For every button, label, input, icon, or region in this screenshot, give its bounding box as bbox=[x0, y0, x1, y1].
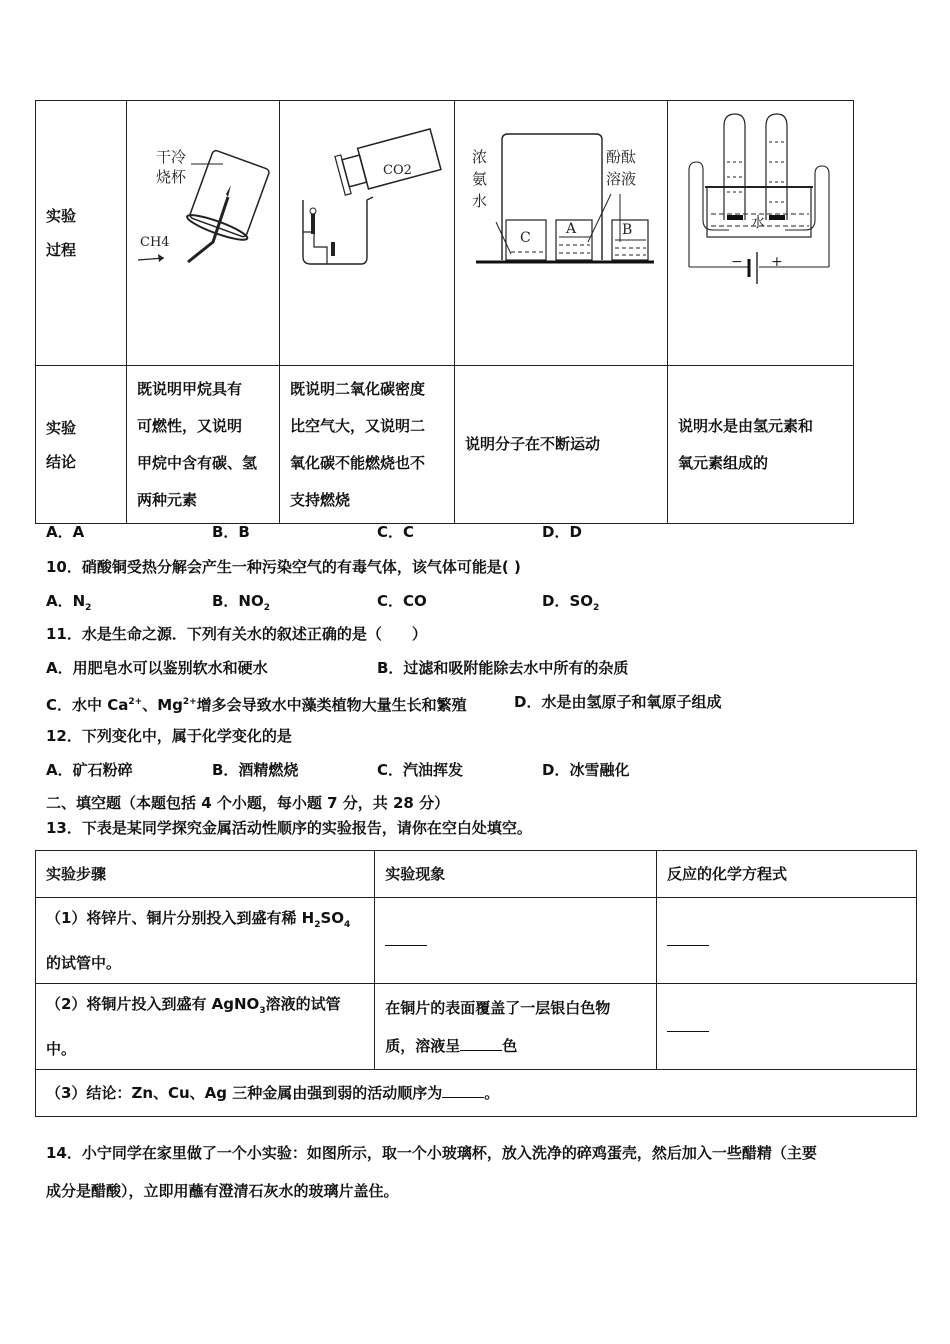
step-text: SO bbox=[320, 909, 345, 927]
phenomenon-text: 在铜片的表面覆盖了一层银白色物 bbox=[385, 998, 611, 1017]
subscript: 2 bbox=[314, 920, 321, 930]
conclusion-line: 支持燃烧 bbox=[290, 490, 351, 509]
q9-option-c[interactable]: C．C bbox=[377, 523, 415, 541]
option-text: A．N bbox=[46, 592, 86, 610]
blank-field[interactable] bbox=[667, 1017, 709, 1032]
row1-equation[interactable] bbox=[657, 898, 917, 984]
option-text: 增多会导致水中藻类植物大量生长和繁殖 bbox=[196, 696, 467, 714]
q9-option-b[interactable]: B．B bbox=[212, 523, 250, 541]
ammonia-bell-jar-icon bbox=[456, 102, 666, 360]
svg-text:烧杯: 烧杯 bbox=[156, 168, 187, 186]
conclusion-line: 可燃性，又说明 bbox=[137, 416, 243, 435]
option-text: D．SO bbox=[542, 592, 594, 610]
blank-field[interactable] bbox=[442, 1083, 484, 1098]
step-text: 溶液的试管 bbox=[265, 995, 341, 1013]
svg-text:CH4: CH4 bbox=[140, 235, 170, 250]
header-equation: 反应的化学方程式 bbox=[657, 851, 917, 898]
svg-text:C: C bbox=[520, 230, 531, 246]
q12-stem: 12．下列变化中，属于化学变化的是 bbox=[46, 727, 292, 745]
row3-conclusion bbox=[36, 1070, 917, 1117]
svg-text:水: 水 bbox=[472, 192, 488, 210]
blank-field[interactable] bbox=[460, 1036, 502, 1051]
label-text: 过程 bbox=[46, 241, 77, 259]
svg-text:氨: 氨 bbox=[472, 170, 488, 188]
subscript: 3 bbox=[259, 1006, 266, 1016]
figure-d-water-electrolysis bbox=[668, 101, 854, 366]
conclusion-line: 比空气大，又说明二 bbox=[290, 416, 426, 435]
header-step: 实验步骤 bbox=[36, 851, 375, 898]
conclusion-line: 两种元素 bbox=[137, 490, 198, 509]
figure-a-methane-combustion bbox=[127, 101, 280, 366]
q10-option-b[interactable] bbox=[212, 591, 270, 618]
label-text: 结论 bbox=[46, 452, 77, 471]
step-text: 中。 bbox=[46, 1040, 77, 1058]
blank-field[interactable] bbox=[385, 931, 427, 946]
q10-option-d[interactable] bbox=[542, 591, 599, 618]
conclusion-line: 氧元素组成的 bbox=[678, 453, 769, 472]
electrolysis-icon bbox=[669, 102, 852, 360]
conclusion-text: （3）结论：Zn、Cu、Ag 三种金属由强到弱的活动顺序为 bbox=[46, 1084, 443, 1102]
phenomenon-text: 质，溶液呈 bbox=[385, 1036, 461, 1055]
q12-option-b[interactable]: B．酒精燃烧 bbox=[212, 761, 299, 779]
svg-text:B: B bbox=[622, 222, 633, 238]
option-text: 、Mg bbox=[142, 696, 183, 714]
conclusion-d bbox=[668, 366, 854, 524]
q12-option-d[interactable]: D．冰雪融化 bbox=[542, 761, 630, 779]
q11-stem: 11．水是生命之源．下列有关水的叙述正确的是（ ） bbox=[46, 625, 427, 643]
row1-phenomenon[interactable] bbox=[375, 898, 657, 984]
conclusion-line: 既说明甲烷具有 bbox=[137, 379, 243, 398]
section-heading: 二、填空题（本题包括 4 个小题，每小题 7 分，共 28 分） bbox=[46, 794, 450, 812]
subscript: 4 bbox=[344, 920, 351, 930]
conclusion-line: 说明分子在不断运动 bbox=[465, 435, 601, 453]
row-label-conclusion bbox=[36, 366, 127, 524]
conclusion-a bbox=[127, 366, 280, 524]
svg-text:酚酞: 酚酞 bbox=[606, 148, 637, 166]
svg-text:CO2: CO2 bbox=[383, 163, 412, 178]
superscript: 2+ bbox=[182, 697, 197, 707]
experiment-table bbox=[35, 100, 854, 524]
q13-stem: 13．下表是某同学探究金属活动性顺序的实验报告，请你在空白处填空。 bbox=[46, 819, 532, 837]
q10-option-a[interactable] bbox=[46, 591, 91, 618]
blank-field[interactable] bbox=[667, 931, 709, 946]
subscript: 2 bbox=[85, 603, 92, 613]
q14-line2: 成分是醋酸），立即用蘸有澄清石灰水的玻璃片盖住。 bbox=[46, 1182, 399, 1200]
conclusion-line: 说明水是由氢元素和 bbox=[678, 416, 814, 435]
option-text: C．CO bbox=[377, 592, 427, 610]
svg-text:水: 水 bbox=[751, 215, 765, 231]
row1-step bbox=[36, 898, 375, 984]
svg-text:溶液: 溶液 bbox=[606, 170, 637, 188]
metal-activity-table bbox=[35, 850, 917, 1117]
conclusion-line: 既说明二氧化碳密度 bbox=[290, 379, 426, 398]
q11-option-b[interactable]: B．过滤和吸附能除去水中所有的杂质 bbox=[377, 659, 629, 677]
q14-line1: 14．小宁同学在家里做了一个小实验：如图所示，取一个小玻璃杯，放入洗净的碎鸡蛋壳，然后加入一些醋精（主要 bbox=[46, 1144, 817, 1162]
q12-option-c[interactable]: C．汽油挥发 bbox=[377, 761, 464, 779]
figure-b-co2-pour bbox=[280, 101, 455, 366]
co2-beaker-icon bbox=[281, 102, 453, 360]
conclusion-text: 。 bbox=[484, 1084, 500, 1102]
conclusion-line: 氧化碳不能燃烧也不 bbox=[290, 453, 426, 472]
q11-option-d[interactable]: D．水是由氢原子和氧原子组成 bbox=[514, 693, 722, 711]
phenomenon-text: 色 bbox=[502, 1036, 518, 1055]
step-text: 的试管中。 bbox=[46, 954, 122, 972]
svg-text:浓: 浓 bbox=[472, 148, 488, 166]
label-text: 实验 bbox=[46, 418, 77, 437]
superscript: 2+ bbox=[128, 697, 143, 707]
row2-step bbox=[36, 984, 375, 1070]
step-text: （1）将锌片、铜片分别投入到盛有稀 H bbox=[46, 909, 315, 927]
conclusion-b bbox=[280, 366, 455, 524]
q11-option-a[interactable]: A．用肥皂水可以鉴别软水和硬水 bbox=[46, 659, 268, 677]
svg-text:+: + bbox=[771, 254, 783, 270]
q11-option-c[interactable] bbox=[46, 692, 467, 715]
option-text: C．水中 Ca bbox=[46, 696, 129, 714]
svg-text:干冷: 干冷 bbox=[156, 148, 187, 166]
q10-stem: 10．硝酸铜受热分解会产生一种污染空气的有毒气体，该气体可能是( ) bbox=[46, 558, 521, 576]
q12-option-a[interactable]: A．矿石粉碎 bbox=[46, 761, 133, 779]
methane-beaker-icon bbox=[128, 102, 278, 360]
q9-option-d[interactable]: D．D bbox=[542, 523, 582, 541]
option-text: B．NO bbox=[212, 592, 264, 610]
header-phenomenon: 实验现象 bbox=[375, 851, 657, 898]
step-text: （2）将铜片投入到盛有 AgNO bbox=[46, 995, 260, 1013]
q10-option-c[interactable] bbox=[377, 591, 427, 611]
row2-equation[interactable] bbox=[657, 984, 917, 1070]
conclusion-c bbox=[455, 366, 668, 524]
subscript: 2 bbox=[593, 603, 600, 613]
row2-phenomenon bbox=[375, 984, 657, 1070]
row-label-process bbox=[36, 101, 127, 366]
conclusion-line: 甲烷中含有碳、氢 bbox=[137, 453, 258, 472]
figure-c-ammonia-diffusion bbox=[455, 101, 668, 366]
svg-text:−: − bbox=[731, 254, 743, 270]
q9-option-a[interactable]: A．A bbox=[46, 523, 85, 541]
subscript: 2 bbox=[263, 603, 271, 613]
svg-text:A: A bbox=[566, 221, 577, 237]
label-text: 实验 bbox=[46, 207, 77, 225]
